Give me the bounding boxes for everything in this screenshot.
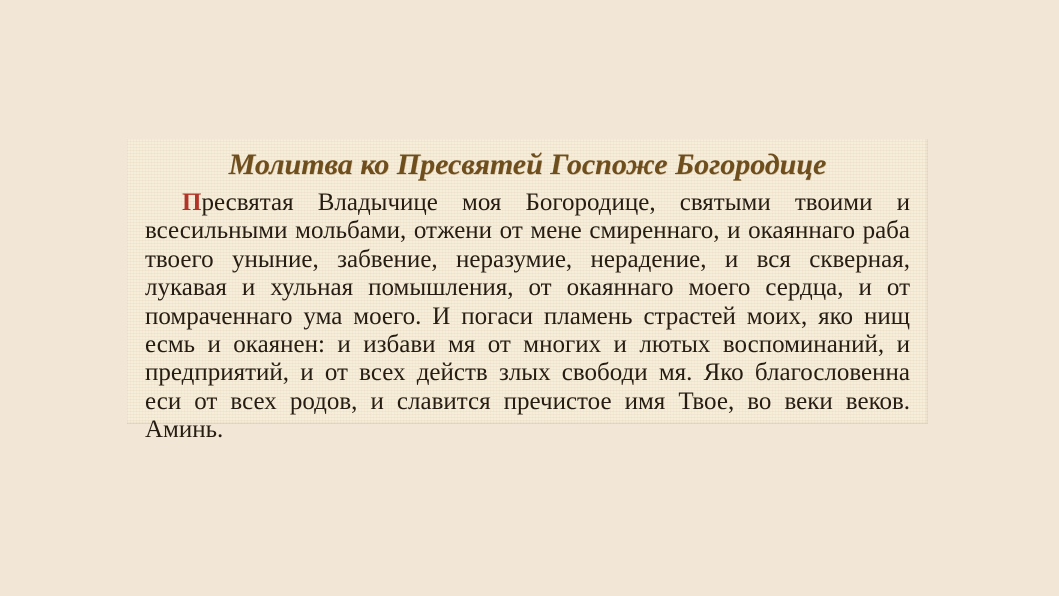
prayer-title: Молитва ко Пресвятей Госпоже Богородице xyxy=(228,148,827,181)
prayer-body-text: ресвятая Владычице моя Богородице, святыми твоими и всесильными мольбами, отжени от мене смиреннаго, и окаяннаго раба твоего уныние, забвение, неразумие, нерадение, и вся скверная, лукавая и хульная помышления, от окаяннаго моего сердца, и от помраченнаго ума моего. И погаси пламень страстей моих, яко нищ есмь и окаянен: и избави мя от многих и лютых воспоминаний, и предприятий, и от всех действ злых свободи мя. Яко благословенна еси от всех родов, и славится пречистое имя Твое, во веки веков. Аминь. xyxy=(145,189,910,444)
prayer-initial-letter: П xyxy=(182,189,202,216)
prayer-text xyxy=(145,189,910,445)
prayer-card xyxy=(127,139,928,444)
